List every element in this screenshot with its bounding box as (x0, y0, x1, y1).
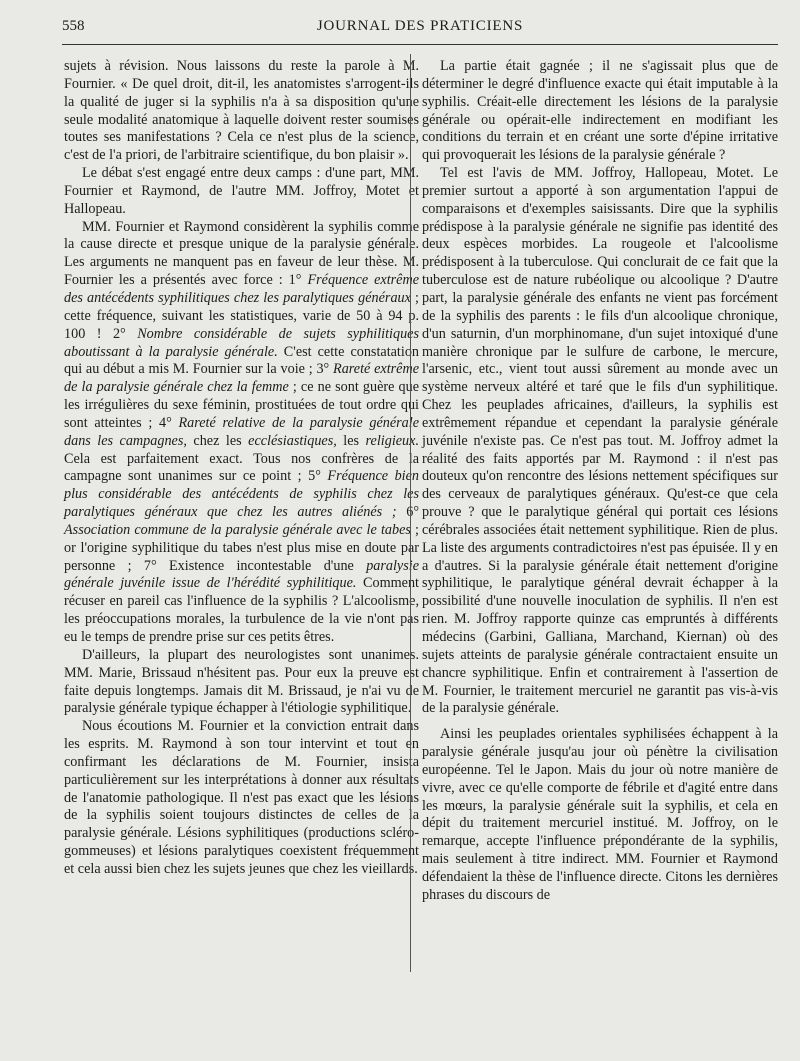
text-run: ; ce ne sont guère que les irrégulières du sexe féminin, prostituées de tout ordre qui sont atteintes ; 4° (64, 379, 419, 431)
italic-run: Fréquence bien plus considérable des antécédents de syphilis chez les paralytiques généraux que chez les autres aliénés ; (64, 468, 419, 521)
text-run: C'est cette constatation qui au début a mis M. Fournier sur la voie ; 3° (64, 343, 420, 378)
running-header (62, 18, 778, 40)
right-column (422, 58, 778, 905)
italic-run: paralysie générale juvénile issue de l'hérédité syphilitique. (64, 557, 419, 592)
text-run: ; cette fréquence, suivant les statistiques, varie de 50 à 94 p. 100 ! 2° (64, 289, 419, 342)
header-rule (62, 44, 778, 45)
text-run: les (336, 432, 366, 449)
paragraph: Tel est l'avis de MM. Joffroy, Hallopeau, Motet. Le premier surtout a apporté à son argumentation l'appui de comparaisons et d'exemples saisissants. Dire que la syphilis prédispose à la paralysie générale ne signifie pas identité des deux espèces morbides. La rougeole et l'alcoolisme prédisposent à la tuberculose. Qui conclurait de ce fait que la tuberculose est de nature rubéolique ou alcoolique ? D'autre part, la paralysie générale des enfants ne vient pas forcément de la syphilis des parents : le fils d'un alcoolique chronique, d'un saturnin, d'un morphinomane, d'un sujet intoxiqué d'une manière chronique par le sulfure de carbone, le mercure, l'arsenic, etc., vient tout aussi sûrement au monde avec un système nerveux altéré et taré que le fils d'un syphilitique. Chez les peuplades africaines, d'ailleurs, la syphilis est extrêmement répandue et cependant la paralysie générale juvénile n'existe pas. Ce n'est pas tout. M. Joffroy admet la réalité des faits apportés par M. Raymond : il n'est pas douteux qu'on rencontre des lésions nettement spécifiques sur des cerveaux de paralytiques généraux. Qu'est-ce que cela prouve ? que le paralytique général qui portait ces lésions cérébrales associées était nettement syphilitique. Rien de plus. La liste des arguments contradictoires n'est pas épuisée. Il y en a d'autres. Si la paralysie générale était nettement d'origine syphilitique, le paralytique général devrait échapper à la possibilité d'une nouvelle inoculation de syphilis. Il n'en est rien. M. Joffroy rapporte quinze cas empruntés à différents médecins (Garbini, Galliana, Marchand, Kiernan) où des sujets atteints de paralysie générale contractaient ensuite un chancre syphilitique. Enfin et contrairement à l'assertion de M. Fournier, le traitement mercuriel ne garantit pas vis-à-vis de la paralysie générale. (422, 165, 778, 717)
page-number: 558 (62, 18, 85, 34)
italic-run: religieux. (365, 432, 419, 449)
text-run: 6° (396, 504, 419, 521)
paragraph: Le débat s'est engagé entre deux camps : d'une part, MM. Fournier et Raymond, de l'autre MM. Joffroy, Motet et Hallopeau. (64, 165, 419, 217)
italic-run: Fréquence extrême des antécédents syphilitiques chez les paralytiques généraux (64, 272, 419, 306)
paragraph: La partie était gagnée ; il ne s'agissait plus que de déterminer le degré d'influence exacte qui était imputable à la syphilis. Créait-elle directement les lésions de la paralysie générale ou opérait-elle indirectement en modifiant les conditions du terrain et en créant une sorte d'épine irritative qui provoquerait les lésions de la paralysie générale ? (422, 58, 778, 164)
italic-run: Nombre considérable de sujets syphilitiques aboutissant à la paralysie générale. (64, 325, 419, 360)
column-divider (410, 54, 411, 972)
text-run: MM. Fournier et Raymond considèrent la syphilis comme la cause directe et presque unique de la paralysie générale. Les arguments ne manquent pas en faveur de leur thèse. M. Fournier les a présentés avec force : 1° (64, 218, 419, 289)
text-run: Comment récuser en pareil cas l'influence de la syphilis ? L'alcoolisme, les préoccupations morales, la turbulence de la vie n'ont pas eu le temps de prendre prise sur ces petits êtres. (64, 575, 419, 645)
paragraph (64, 219, 419, 647)
italic-run: Rareté extrême de la paralysie générale chez la femme (64, 361, 420, 396)
journal-title: JOURNAL DES PRATICIENS (316, 18, 524, 34)
paragraph: Nous écoutions M. Fournier et la conviction entrait dans les esprits. M. Raymond à son tour intervint et tout en confirmant les déclarations de M. Fournier, insista particulièrement sur les interprétations à donner aux résultats de l'anatomie pathologique. Il n'est pas exact que les lésions de la syphilis soient toujours distinctes de celles de la paralysie générale. Lésions syphilitiques (productions scléro-gommeuses) et lésions paralytiques coexistent fréquemment et cela aussi bien chez les sujets jeunes que chez les vieillards. (64, 718, 419, 877)
text-run: ; or l'origine syphilitique du tabes n'est plus mise en doute par personne ; 7° Existence incontestable d'une (64, 521, 419, 574)
paragraph: D'ailleurs, la plupart des neurologistes sont unanimes. MM. Marie, Brissaud n'hésitent pas. Pour eux la preuve est faite depuis longtemps. Jamais dit M. Brissaud, je n'ai vu de paralysie générale typique échapper à l'étiologie syphilitique. (64, 646, 419, 717)
italic-run: Rareté relative de la paralysie générale dans les campagnes, (64, 414, 419, 449)
paragraph: sujets à révision. Nous laissons du reste la parole à M. Fournier. « De quel droit, dit-il, les anatomistes s'arrogent-ils la qualité de juger si la syphilis n'a à sa disposition qu'une seule modalité anatomique à laquelle doivent rester soumises toutes ses manifestations ? Cela ce n'est plus de la science, c'est de l'a priori, de l'arbitraire scientifique, du bon plaisir ». (64, 58, 419, 164)
text-run: Cela est parfaitement exact. Tous nos confrères de la campagne sont unanimes sur ce point ; 5° (64, 450, 419, 485)
italic-run: Association commune de la paralysie générale avec le tabes (64, 521, 411, 538)
italic-run: ecclésiastiques, (248, 432, 337, 449)
paragraph: Ainsi les peuplades orientales syphilisées échappent à la paralysie générale jusqu'au jour où pénètre la civilisation européenne. Tel le Japon. Mais du jour où notre manière de vivre, avec ce qu'elle comporte de fébrile et d'agité entre dans les mœurs, la paralysie générale suit la syphilis, et cela en dépit du traitement mercuriel institué. M. Joffroy, on le remarque, accepte l'influence prépondérante de la syphilis, mais seulement à titre indirect. MM. Fournier et Raymond défendaient la thèse de l'influence directe. Citons les dernières phrases du discours de (422, 726, 778, 903)
left-column (64, 58, 419, 879)
text-run: chez les (186, 432, 249, 449)
